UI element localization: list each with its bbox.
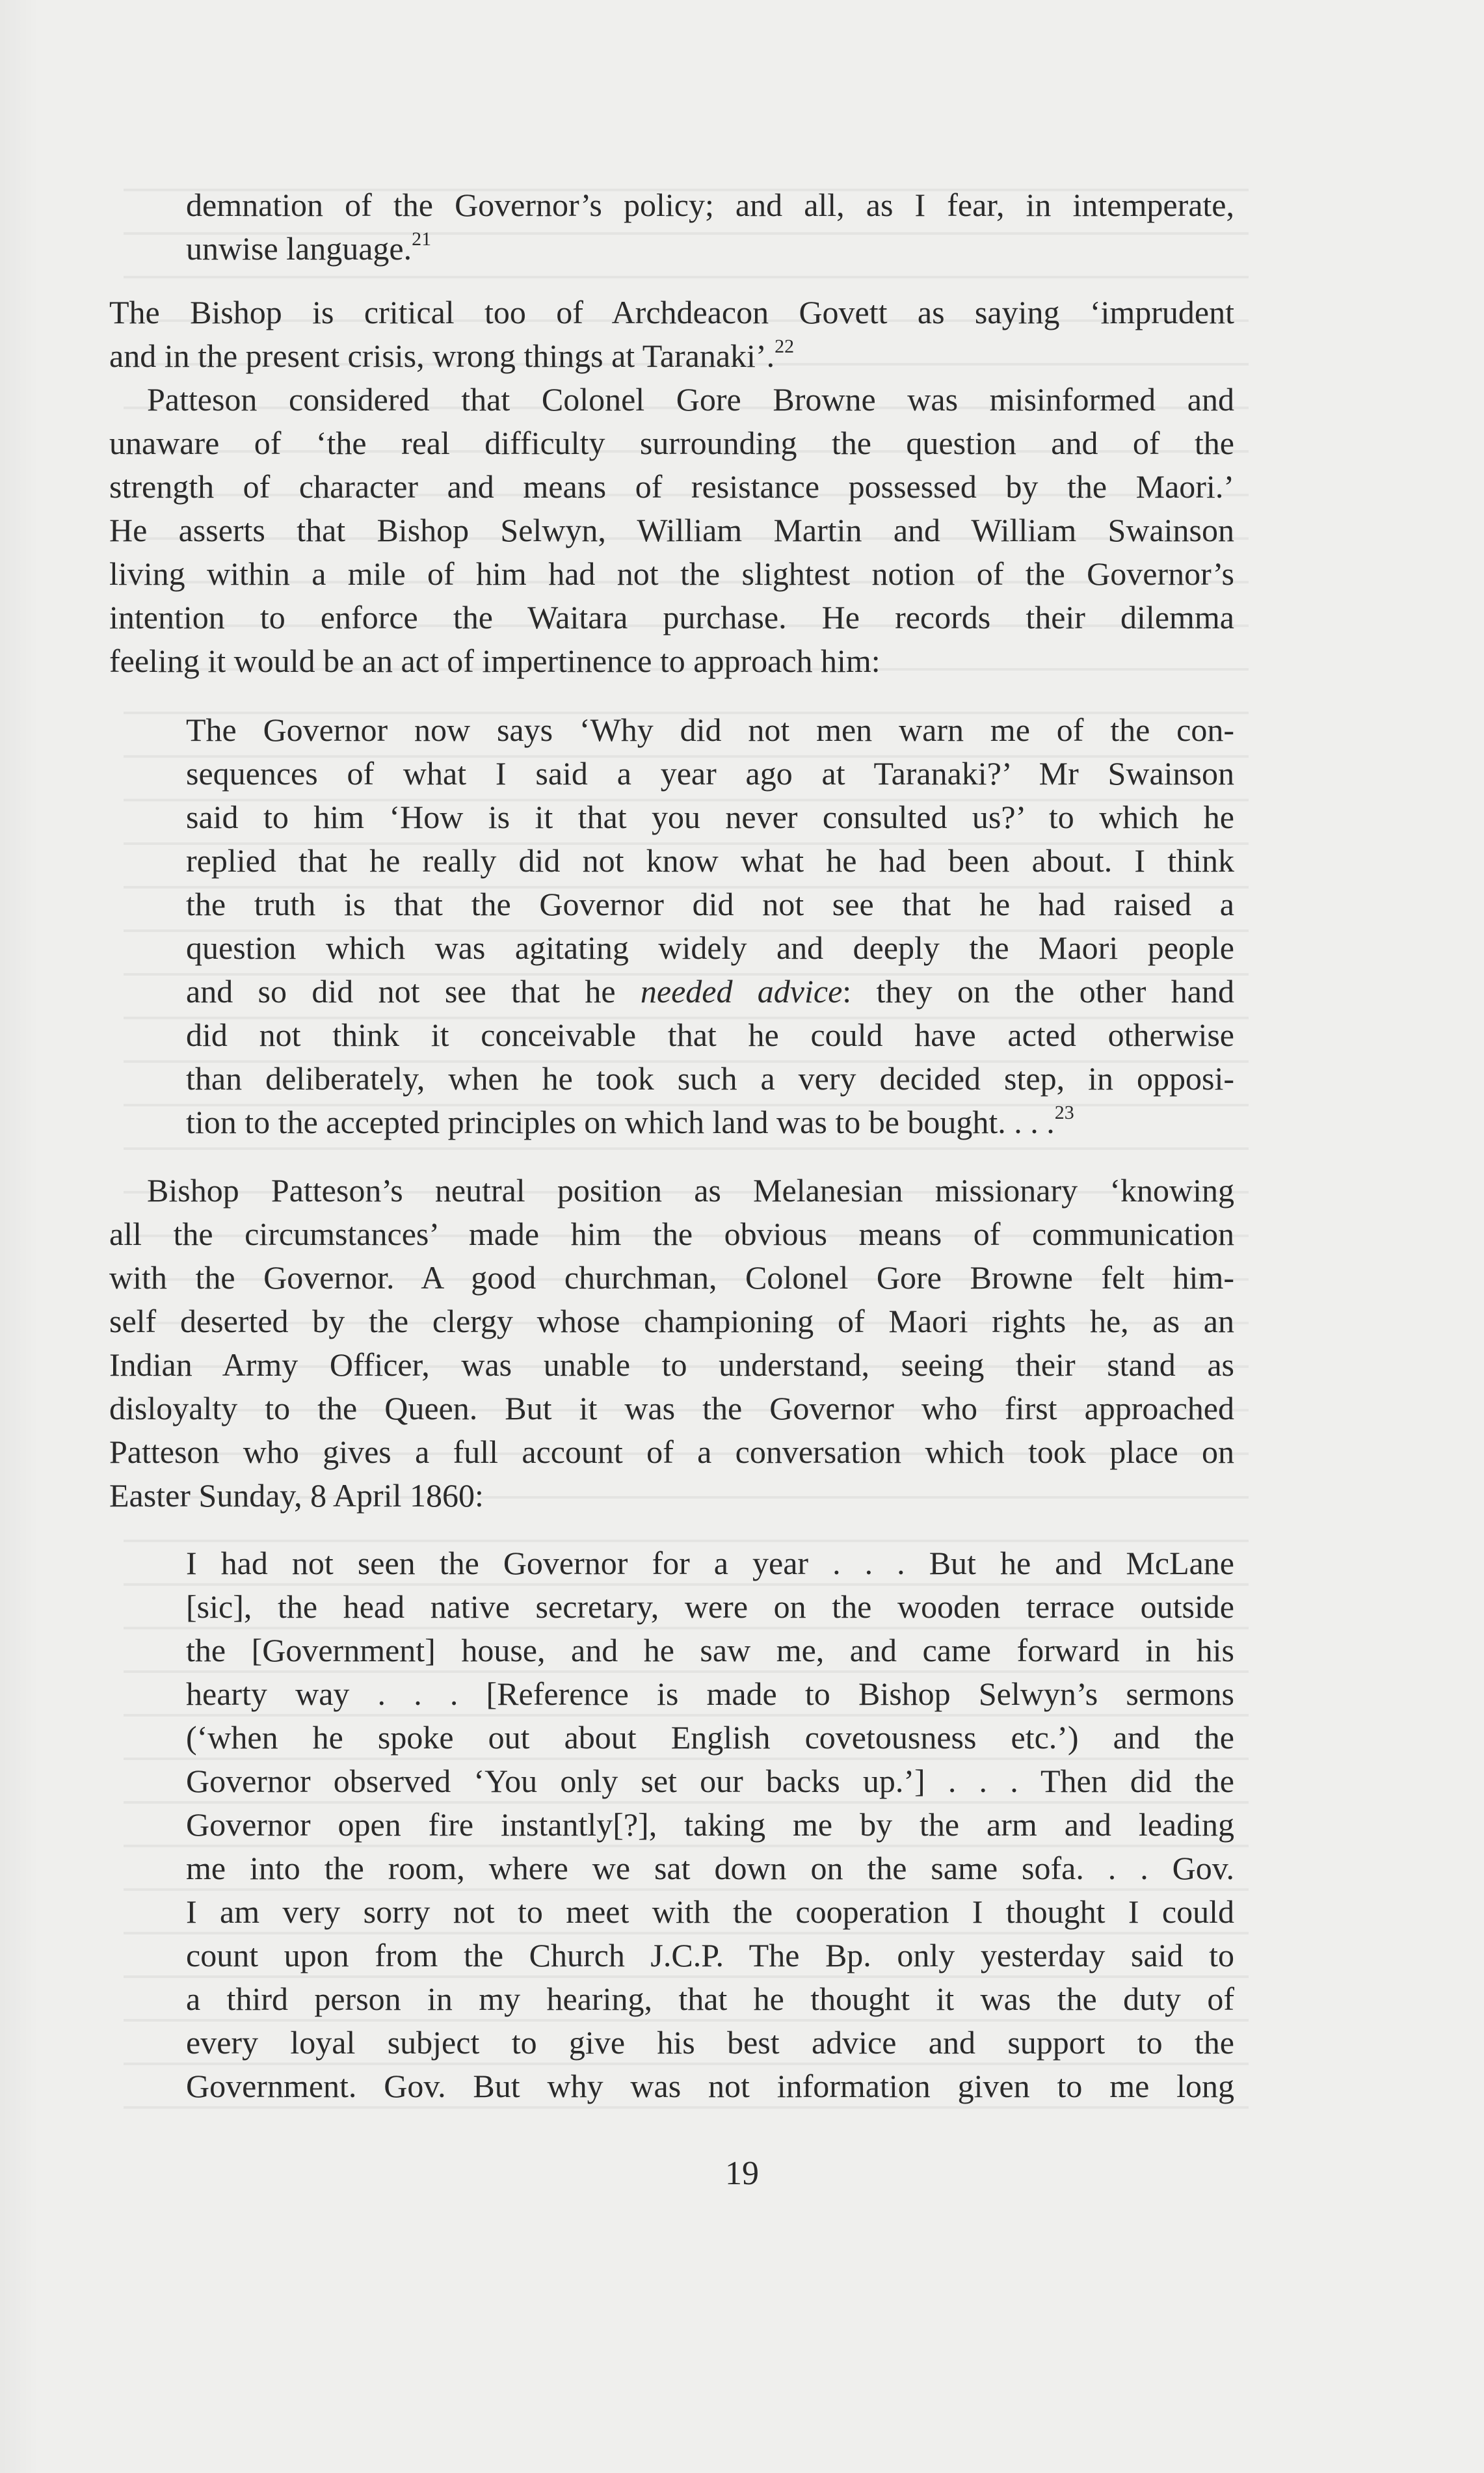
text-line: did not think it conceivable that he could have acted otherwise [186,1017,1234,1053]
text-line: Easter Sunday, 8 April 1860: [109,1477,484,1514]
text-line: Government. Gov. But why was not information given to me long [186,2068,1234,2104]
text-line [109,227,1234,271]
text-line: sequences of what I said a year ago at Taranaki?’ Mr Swainson [186,755,1234,792]
text-line: living within a mile of him had not the slightest notion of the Governor’s [109,555,1234,592]
text-fragment: and so did not see that he [186,973,641,1009]
text-line: [sic], the head native secretary, were on the wooden terrace outside [186,1588,1234,1625]
text-line: (‘when he spoke out about English covetousness etc.’) and the [186,1719,1234,1756]
page-number: 19 [725,2155,759,2192]
text-line: feeling it would be an act of impertinence to approach him: [109,643,881,679]
text-line: Patteson considered that Colonel Gore Browne was misinformed and [147,381,1234,418]
text-line: Governor observed ‘You only set our backs up.’] . . . Then did the [186,1763,1234,1799]
footnote-ref: 23 [1054,1102,1074,1123]
paragraph-neutral-position [109,1169,1234,1517]
text-line [109,970,1234,1013]
text-line: I am very sorry not to meet with the cooperation I thought I could [186,1893,1234,1930]
quote-conversation [109,1542,1234,2108]
text-fragment: unwise language. [186,230,412,267]
text-line: all the circumstances’ made him the obvious means of communication [109,1216,1234,1252]
text-line: demnation of the Governor’s policy; and all, as I fear, in intemperate, [186,187,1234,223]
quote-continuation [109,183,1234,271]
footnote-ref: 21 [412,228,432,250]
text-line: every loyal subject to give his best advice and support to the [186,2024,1234,2061]
text-line: Bishop Patteson’s neutral position as Melanesian missionary ‘knowing [147,1172,1234,1209]
text-line: I had not seen the Governor for a year . . . But he and McLane [186,1545,1234,1581]
text-line: said to him ‘How is it that you never consulted us?’ to which he [186,799,1234,835]
text-line: question which was agitating widely and deeply the Maori people [186,929,1234,966]
text-line: unaware of ‘the real difficulty surrounding the question and of the [109,425,1234,461]
text-line: disloyalty to the Queen. But it was the Governor who first approached [109,1390,1234,1426]
page-shadow [0,0,39,2473]
text-line: Governor open fire instantly[?], taking me by the arm and leading [186,1806,1234,1843]
text-line: He asserts that Bishop Selwyn, William Martin and William Swainson [109,512,1234,548]
text-line: than deliberately, when he took such a very decided step, in opposi- [186,1060,1234,1097]
text-fragment: and in the present crisis, wrong things at Taranaki’. [109,338,775,374]
paragraph-govett [109,291,1234,378]
paragraph-patteson [109,378,1234,683]
text-line: intention to enforce the Waitara purchase. He records their dilemma [109,599,1234,635]
text-fragment: : they on the other hand [842,973,1234,1009]
text-line [109,334,1234,378]
text-line: with the Governor. A good churchman, Colonel Gore Browne felt him- [109,1259,1234,1296]
text-line: replied that he really did not know what he had been about. I think [186,842,1234,879]
text-line: the [Government] house, and he saw me, and came forward in his [186,1632,1234,1668]
text-line: Patteson who gives a full account of a conversation which took place on [109,1434,1234,1470]
text-line: The Governor now says ‘Why did not men warn me of the con- [186,712,1234,748]
text-line: count upon from the Church J.C.P. The Bp. only yesterday said to [186,1937,1234,1973]
footnote-ref: 22 [775,336,795,357]
text-line: me into the room, where we sat down on the same sofa. . . Gov. [186,1850,1234,1886]
text-line [109,1101,1234,1144]
text-line: strength of character and means of resistance possessed by the Maori.’ [109,468,1234,505]
text-fragment: tion to the accepted principles on which land was to be bought. . . . [186,1104,1055,1140]
text-line: the truth is that the Governor did not see that he had raised a [186,886,1234,922]
quote-governor [109,708,1234,1144]
text-line: Indian Army Officer, was unable to understand, seeing their stand as [109,1346,1234,1383]
text-line: The Bishop is critical too of Archdeacon Govett as saying ‘imprudent [109,294,1234,330]
text-line: self deserted by the clergy whose championing of Maori rights he, as an [109,1303,1234,1339]
text-line: a third person in my hearing, that he thought it was the duty of [186,1981,1234,2017]
text-line: hearty way . . . [Reference is made to Bishop Selwyn’s sermons [186,1676,1234,1712]
emphasis: needed advice [640,973,843,1009]
